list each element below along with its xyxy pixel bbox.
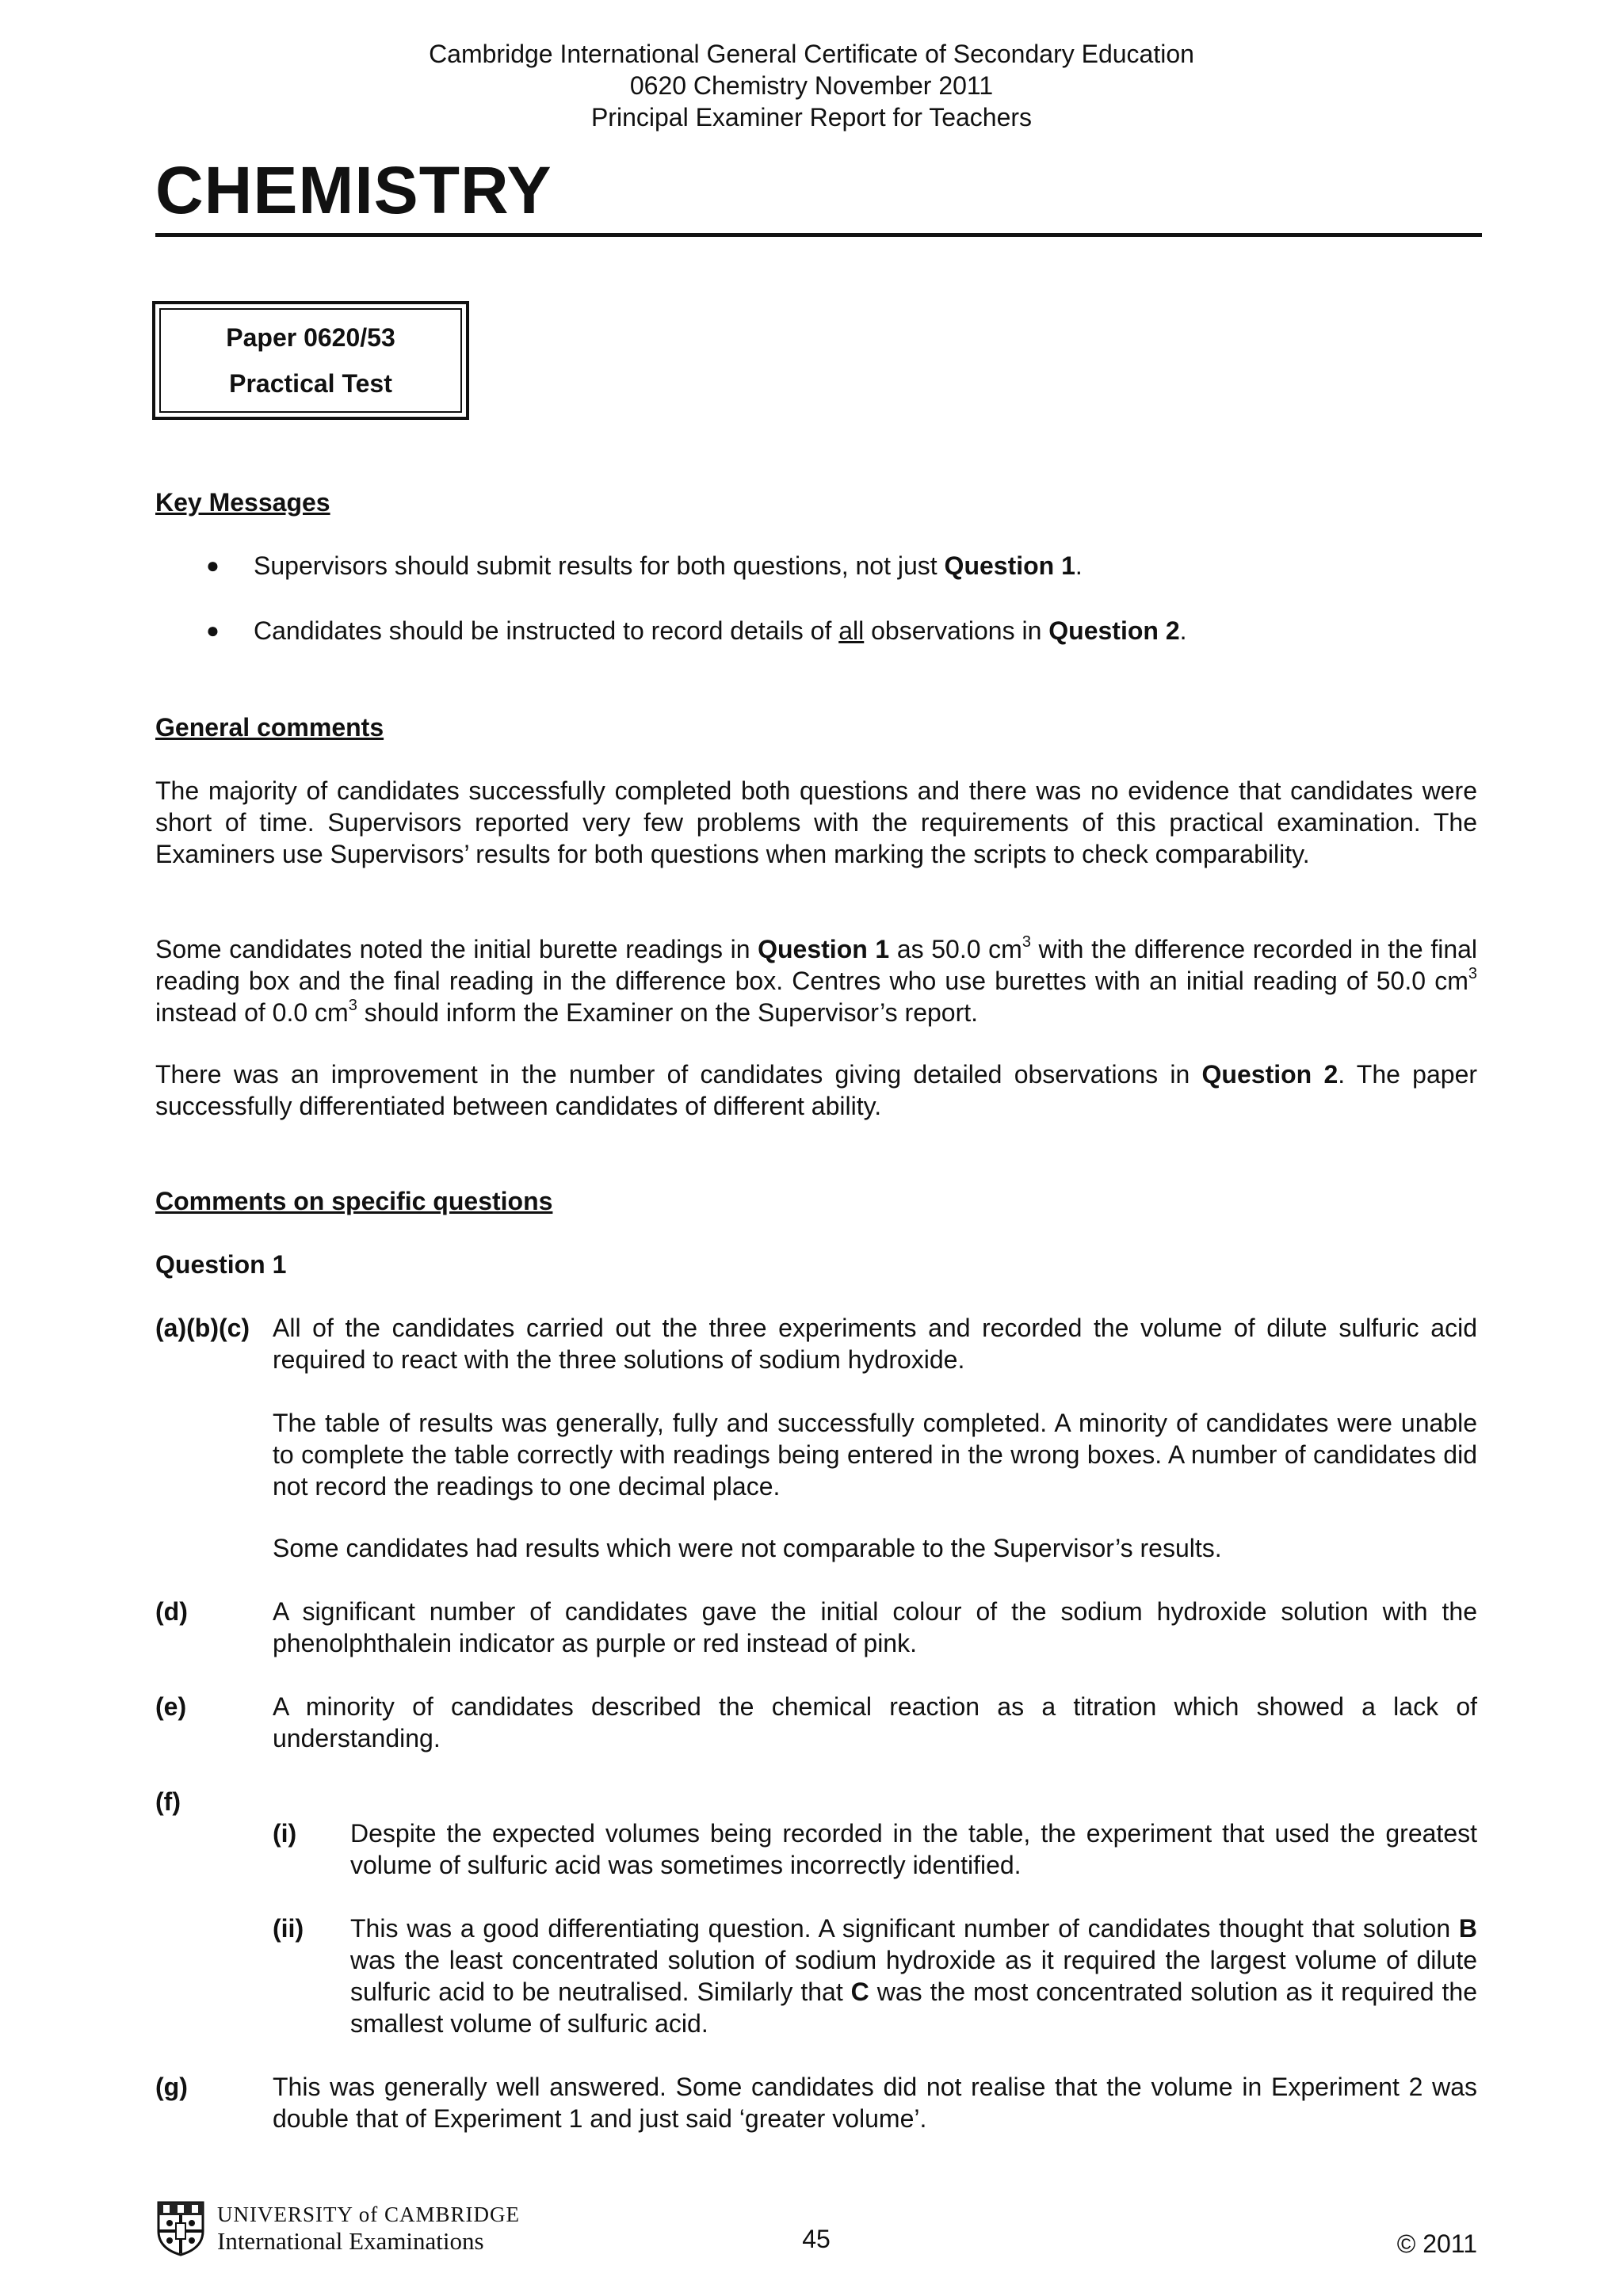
logo-line-2: International Examinations xyxy=(217,2227,484,2255)
part-f-i-label: (i) xyxy=(273,1819,297,1848)
general-comments-paragraph-3: There was an improvement in the number of candidates giving detailed observations in Question 2. The paper successfully differentiated between candidates of different ability. xyxy=(155,1060,1478,1120)
part-e-text: A minority of candidates described the chemical reaction as a titration which showed a lack of understanding. xyxy=(273,1692,1477,1753)
part-abc-paragraph-2: The table of results was generally, fully and successfully completed. A minority of candidates were unable to complete the table correctly with readings being entered in the wrong boxes. A number of candidates did not record the readings to one decimal place. xyxy=(273,1409,1477,1501)
part-abc-paragraph-3: Some candidates had results which were not comparable to the Supervisor’s results. xyxy=(273,1534,1222,1562)
part-abc-paragraph-1: All of the candidates carried out the three experiments and recorded the volume of dilute sulfuric acid required to react with the three solutions of sodium hydroxide. xyxy=(273,1314,1477,1374)
part-f-ii-label: (ii) xyxy=(273,1914,304,1943)
bullet-icon: ● xyxy=(206,618,220,643)
part-e-label: (e) xyxy=(155,1692,187,1721)
title-rule xyxy=(155,233,1482,237)
bullet-icon: ● xyxy=(206,553,220,578)
header-line-3: Principal Examiner Report for Teachers xyxy=(590,103,1033,132)
general-comments-paragraph-1: The majority of candidates successfully completed both questions and there was no evidence that candidates were short of time. Supervisors reported very few problems with the requirements of this practical examination. The Examiners use Supervisors’ results for both questions when marking the scripts to check comparability. xyxy=(155,776,1477,868)
key-message-1: Supervisors should submit results for both questions, not just Question 1. xyxy=(254,551,1083,580)
logo-line-1: UNIVERSITY of CAMBRIDGE xyxy=(217,2203,520,2226)
part-g-label: (g) xyxy=(155,2073,188,2101)
paper-name: Practical Test xyxy=(229,369,392,398)
page-number: 45 xyxy=(802,2225,831,2253)
general-comments-paragraph-2: Some candidates noted the initial burette readings in Question 1 as 50.0 $cm^3$ with the difference recorded in the final reading box and the final reading in the difference box. Centres who use burettes with an initial reading of 50.0 $cm^3$ instead of 0.0 $cm^3$ should inform the Examiner on the Supervisor’s report. xyxy=(155,933,1478,1027)
general-comments-heading: General comments xyxy=(155,713,384,742)
part-f-i-text: Despite the expected volumes being recorded in the table, the experiment that used the greatest volume of sulfuric acid was sometimes incorrectly identified. xyxy=(350,1819,1477,1879)
cambridge-shield-icon xyxy=(155,2199,206,2256)
key-messages-heading: Key Messages xyxy=(155,488,330,517)
key-message-2: Candidates should be instructed to record details of all observations in Question 2. xyxy=(254,616,1187,645)
part-f-label: (f) xyxy=(155,1787,181,1816)
part-abc-label: (a)(b)(c) xyxy=(155,1314,250,1342)
paper-code: Paper 0620/53 xyxy=(226,323,395,352)
part-f-ii-text: This was a good differentiating question. A significant number of candidates thought that solution B was the least concentrated solution of sodium hydroxide as it required the largest volume of dilute sulfuric acid to be neutralised. Similarly that C was the most concentrated solution as it required the smallest volume of sulfuric acid. xyxy=(350,1914,1478,2038)
part-d-label: (d) xyxy=(155,1597,188,1626)
copyright: © 2011 xyxy=(1396,2229,1477,2258)
specific-comments-heading: Comments on specific questions xyxy=(155,1187,553,1215)
page-title: CHEMISTRY xyxy=(155,153,552,227)
part-d-text: A significant number of candidates gave the initial colour of the sodium hydroxide solution with the phenolphthalein indicator as purple or red instead of pink. xyxy=(273,1597,1477,1657)
question-1-heading: Question 1 xyxy=(155,1250,287,1279)
paper-box xyxy=(152,301,469,420)
part-g-text: This was generally well answered. Some candidates did not realise that the volume in Experiment 2 was double that of Experiment 1 and just said ‘greater volume’. xyxy=(273,2073,1477,2133)
university-logo xyxy=(155,2199,520,2256)
header-line-1: Cambridge International General Certificate of Secondary Education xyxy=(429,40,1194,68)
header-line-2: 0620 Chemistry November 2011 xyxy=(629,71,994,100)
